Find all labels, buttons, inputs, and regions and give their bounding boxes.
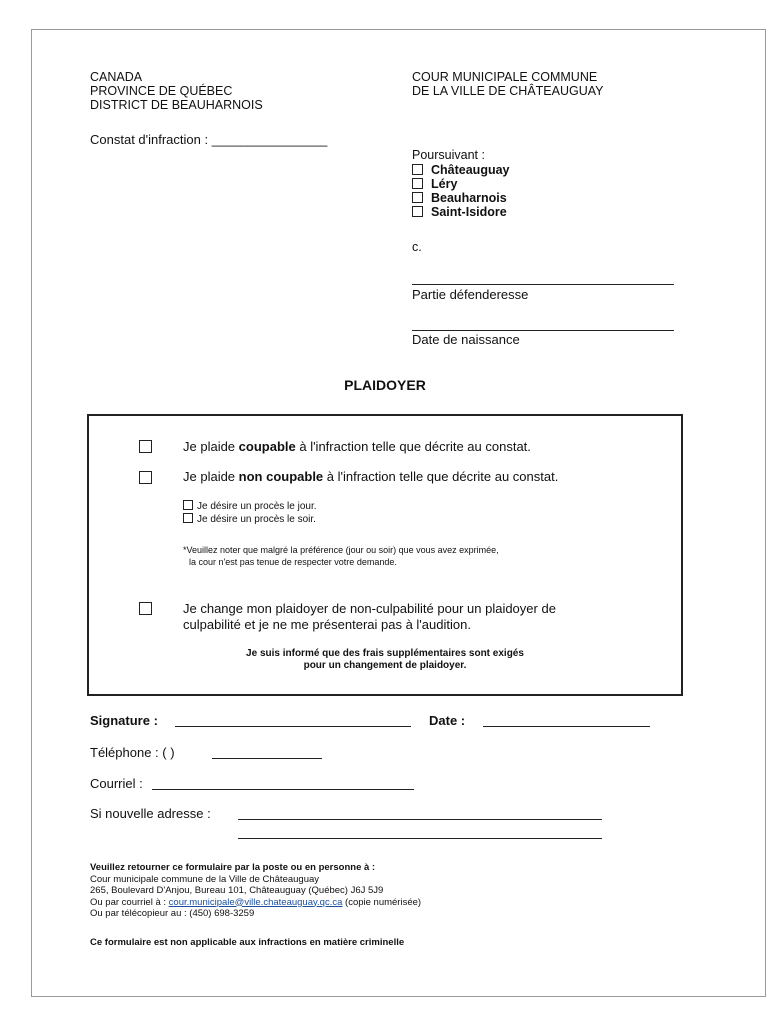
change-plea-line1: Je change mon plaidoyer de non-culpabilité pour un plaidoyer de — [183, 601, 556, 616]
criminal-disclaimer: Ce formulaire est non applicable aux infractions en matière criminelle — [90, 937, 405, 948]
court-name — [412, 70, 604, 98]
fax-line: Ou par télécopieur au : (450) 698-3259 — [90, 908, 255, 919]
not-guilty-suffix: à l'infraction telle que décrite au constat. — [323, 469, 559, 484]
trial-day-label: Je désire un procès le jour. — [197, 501, 317, 512]
signature-input[interactable] — [175, 726, 411, 727]
fees-notice — [87, 648, 683, 672]
email-suffix: (copie numérisée) — [342, 896, 422, 908]
date-naissance-input[interactable] — [412, 330, 674, 331]
checkbox-beauharnois[interactable] — [412, 192, 423, 203]
email-prefix: Ou par courriel à : — [90, 896, 169, 908]
checkbox-saint-isidore[interactable] — [412, 206, 423, 217]
versus-label: c. — [412, 240, 422, 254]
guilty-suffix: à l'infraction telle que décrite au constat. — [295, 439, 531, 454]
trial-day-checkbox[interactable] — [183, 500, 193, 510]
partie-defenderesse-label: Partie défenderesse — [412, 287, 529, 302]
fees-notice-line1: Je suis informé que des frais supplémentaires sont exigés — [246, 648, 524, 659]
poursuivant-option-label: Châteauguay — [431, 163, 510, 177]
jurisdiction-block — [90, 70, 263, 112]
change-plea-checkbox[interactable] — [139, 602, 152, 615]
trial-preference-block — [183, 500, 317, 526]
form-title: PLAIDOYER — [344, 377, 426, 393]
poursuivant-option-label: Beauharnois — [431, 191, 507, 205]
adresse-input-line1[interactable] — [238, 819, 602, 820]
signature-label: Signature : — [90, 713, 158, 728]
poursuivant-block — [412, 148, 510, 219]
guilty-checkbox[interactable] — [139, 440, 152, 453]
date-naissance-label: Date de naissance — [412, 332, 520, 347]
poursuivant-option-label: Saint-Isidore — [431, 205, 507, 219]
trial-day-option[interactable] — [183, 500, 317, 513]
not-guilty-option-text — [183, 469, 558, 484]
return-label: Veuillez retourner ce formulaire par la poste ou en personne à : — [90, 862, 376, 873]
date-input[interactable] — [483, 726, 650, 727]
constat-field[interactable]: Constat d'infraction : ________________ — [90, 132, 328, 147]
poursuivant-option-beauharnois[interactable] — [412, 191, 510, 205]
poursuivant-option-saint-isidore[interactable] — [412, 205, 510, 219]
address-line2: 265, Boulevard D'Anjou, Bureau 101, Châteauguay (Québec) J6J 5J9 — [90, 885, 384, 896]
checkbox-chateauguay[interactable] — [412, 164, 423, 175]
trial-note-line2: la cour n'est pas tenue de respecter votre demande. — [189, 557, 397, 567]
guilty-bold: coupable — [238, 439, 296, 454]
courriel-label: Courriel : — [90, 776, 143, 791]
return-instructions — [90, 862, 421, 920]
guilty-option-text — [183, 439, 531, 454]
adresse-label: Si nouvelle adresse : — [90, 806, 211, 821]
trial-evening-checkbox[interactable] — [183, 513, 193, 523]
date-label: Date : — [429, 713, 466, 728]
country-label: CANADA — [90, 70, 143, 84]
province-label: PROVINCE DE QUÉBEC — [90, 84, 233, 98]
trial-note-line1: *Veuillez noter que malgré la préférence (jour ou soir) que vous avez exprimée, — [183, 545, 499, 555]
poursuivant-option-chateauguay[interactable] — [412, 163, 510, 177]
court-name-line2: DE LA VILLE DE CHÂTEAUGUAY — [412, 84, 604, 98]
email-line — [90, 897, 421, 909]
poursuivant-option-label: Léry — [431, 177, 458, 191]
trial-evening-option[interactable] — [183, 513, 317, 526]
change-plea-text — [183, 601, 556, 633]
checkbox-lery[interactable] — [412, 178, 423, 189]
address-line1: Cour municipale commune de la Ville de Châteauguay — [90, 873, 320, 885]
fees-notice-line2: pour un changement de plaidoyer. — [303, 660, 467, 671]
trial-evening-label: Je désire un procès le soir. — [197, 514, 316, 525]
email-link[interactable]: cour.municipale@ville.chateauguay.qc.ca — [168, 896, 343, 908]
guilty-prefix: Je plaide — [183, 439, 239, 454]
change-plea-line2: culpabilité et je ne me présenterai pas à l'audition. — [183, 617, 471, 632]
adresse-input-line2[interactable] — [238, 838, 602, 839]
not-guilty-bold: non coupable — [238, 469, 324, 484]
not-guilty-checkbox[interactable] — [139, 471, 152, 484]
telephone-input[interactable] — [212, 758, 322, 759]
poursuivant-option-lery[interactable] — [412, 177, 510, 191]
partie-defenderesse-input[interactable] — [412, 284, 674, 285]
not-guilty-prefix: Je plaide — [183, 469, 239, 484]
district-label: DISTRICT DE BEAUHARNOIS — [90, 98, 263, 112]
poursuivant-label: Poursuivant : — [412, 148, 485, 162]
court-name-line1: COUR MUNICIPALE COMMUNE — [412, 70, 598, 84]
trial-note — [183, 544, 499, 568]
courriel-input[interactable] — [152, 789, 414, 790]
telephone-label: Téléphone : ( ) — [90, 745, 175, 760]
